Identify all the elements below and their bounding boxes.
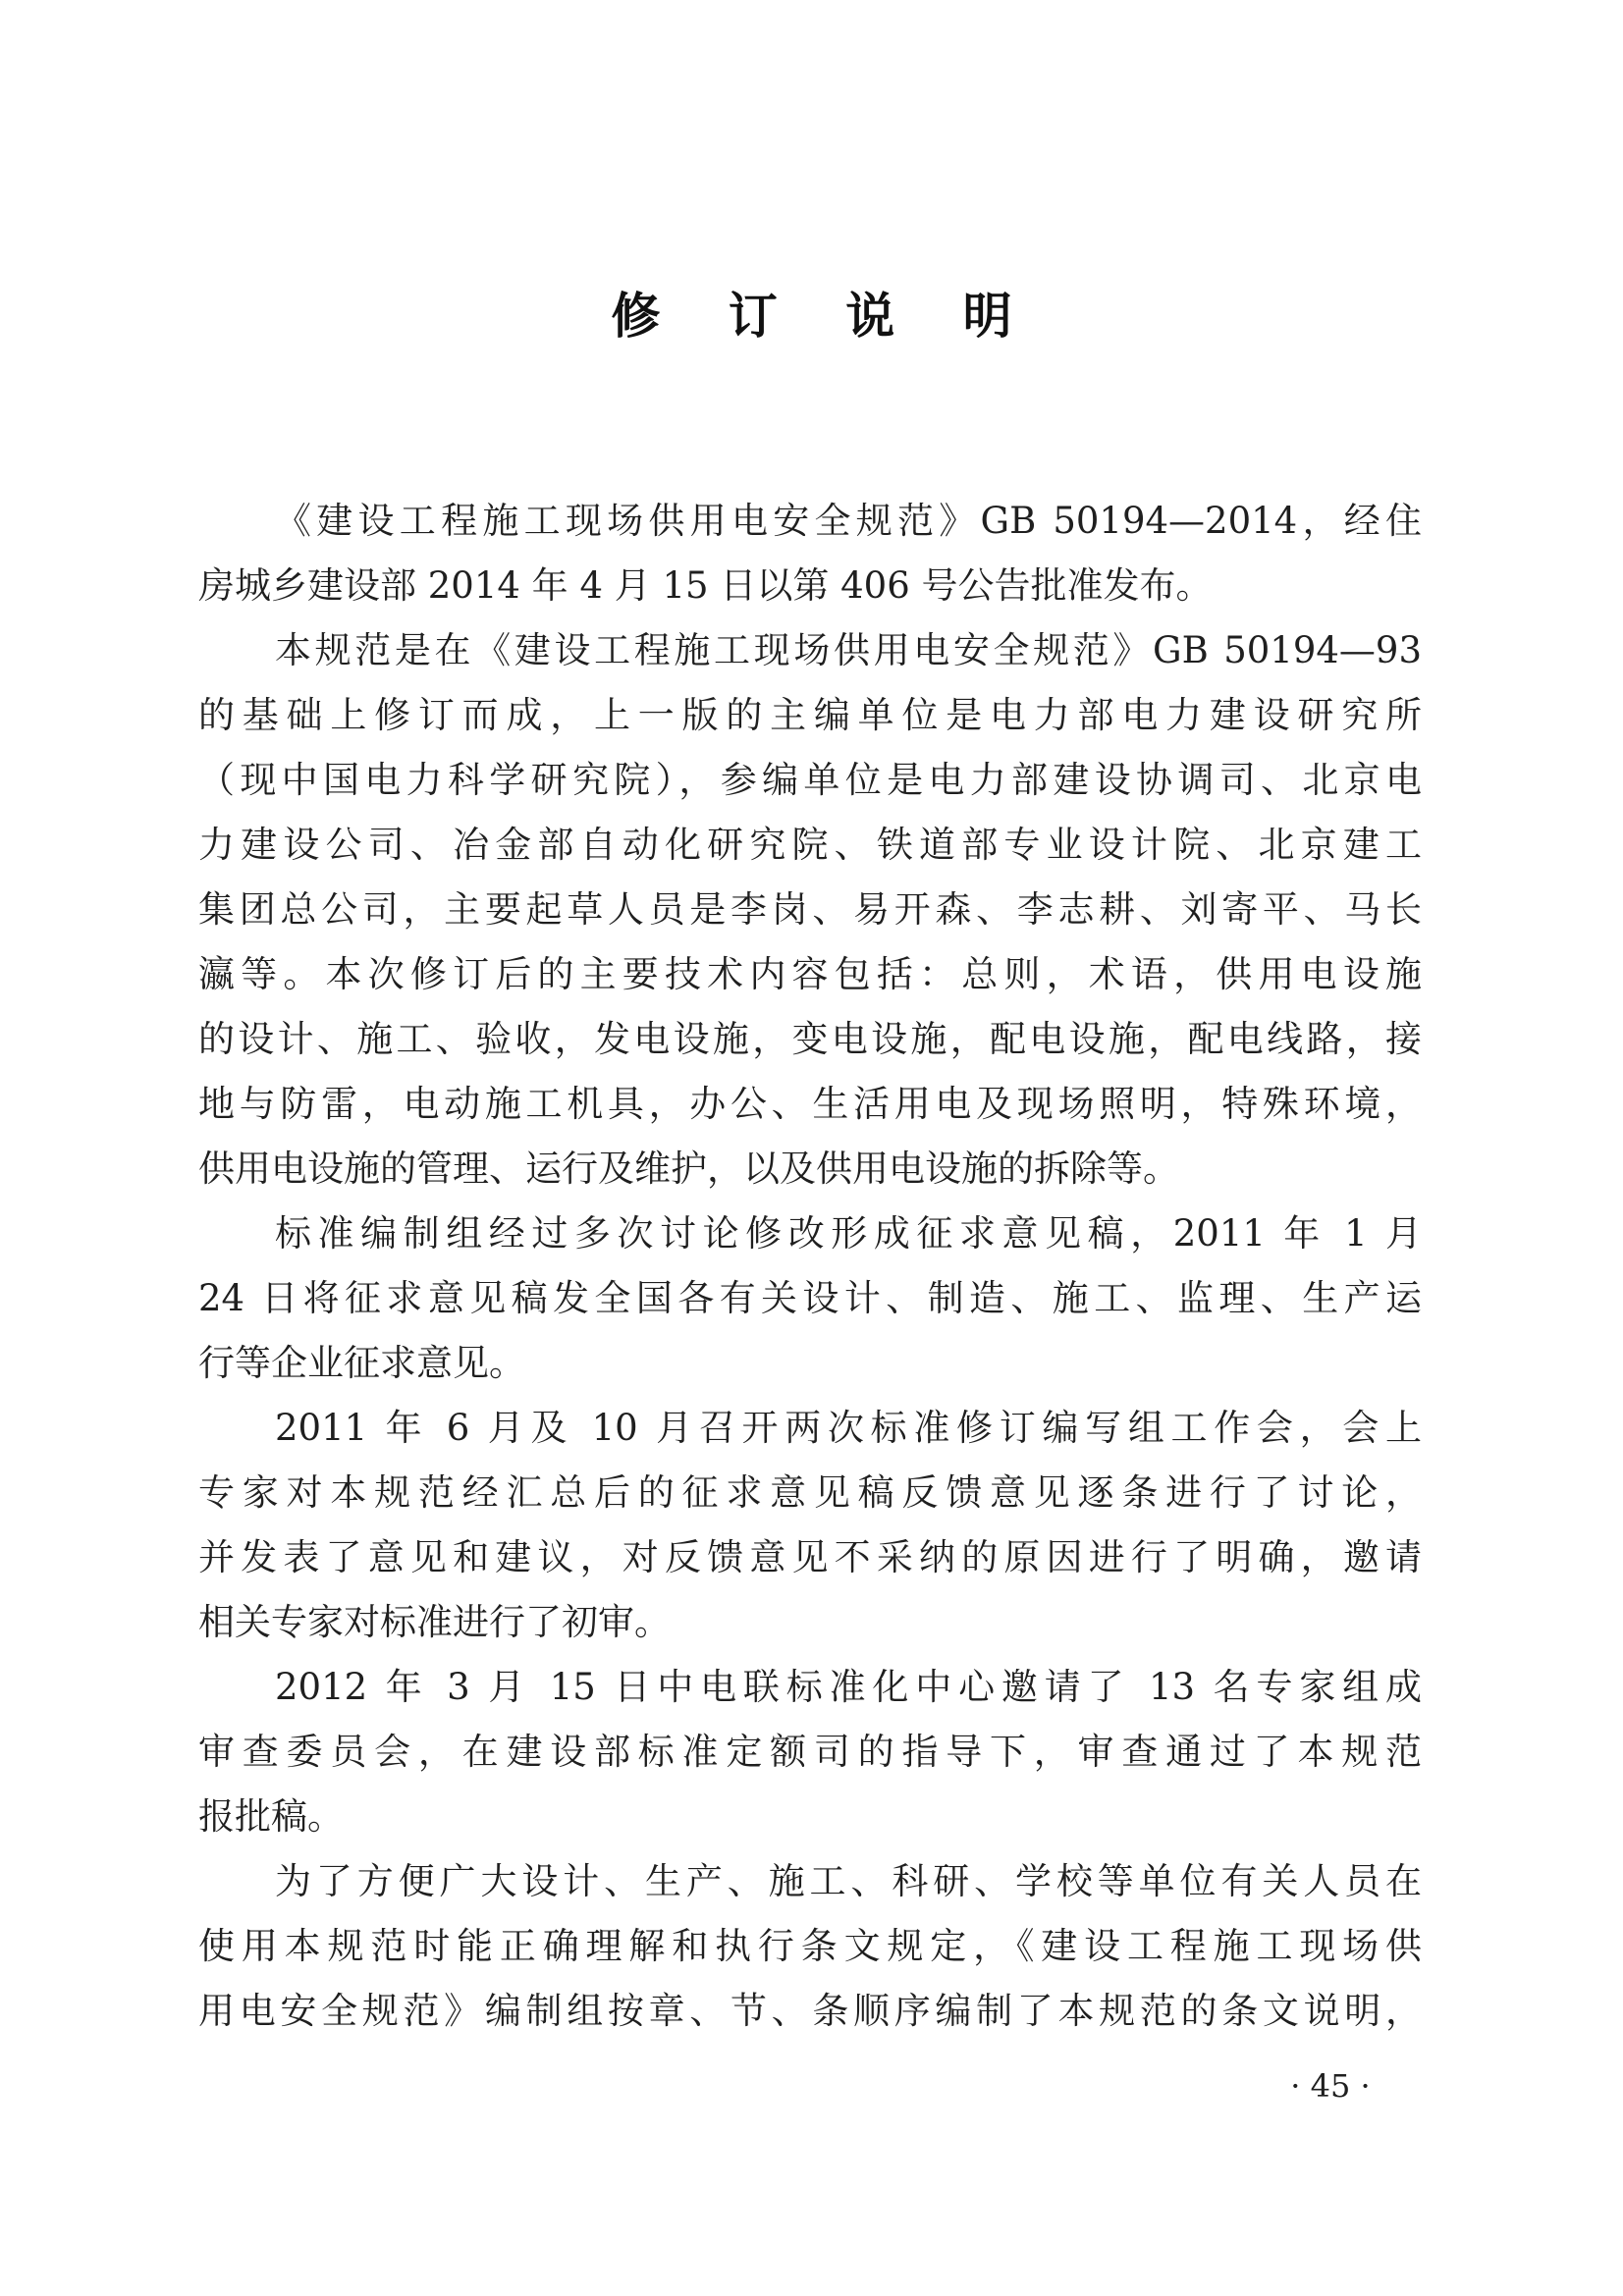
paragraph-2-line-3: （现中国电力科学研究院），参编单位是电力部建设协调司、北京电 bbox=[198, 759, 1422, 801]
paragraph-1-line-1: 《建设工程施工现场供用电安全规范》GB 50194—2014，经住 bbox=[275, 500, 1422, 542]
paragraph-2-line-1: 本规范是在《建设工程施工现场供用电安全规范》GB 50194—93 bbox=[275, 629, 1422, 671]
paragraph-4-line-2: 专家对本规范经汇总后的征求意见稿反馈意见逐条进行了讨论， bbox=[198, 1471, 1422, 1514]
paragraph-2-line-5: 集团总公司，主要起草人员是李岗、易开森、李志耕、刘寄平、马长 bbox=[198, 888, 1422, 931]
page-number: · 45 · bbox=[1290, 2067, 1371, 2105]
paragraph-2-line-7: 的设计、施工、验收，发电设施，变电设施，配电设施，配电线路，接 bbox=[198, 1018, 1422, 1060]
paragraph-4-line-3: 并发表了意见和建议，对反馈意见不采纳的原因进行了明确，邀请 bbox=[198, 1536, 1422, 1578]
page-title: 修 订 说 明 bbox=[611, 288, 1038, 345]
paragraph-2-line-8: 地与防雷，电动施工机具，办公、生活用电及现场照明，特殊环境， bbox=[198, 1083, 1422, 1125]
paragraph-5-line-2: 审查委员会，在建设部标准定额司的指导下，审查通过了本规范 bbox=[198, 1731, 1422, 1773]
paragraph-3-line-3: 行等企业征求意见。 bbox=[198, 1342, 525, 1384]
paragraph-3-line-2: 24 日将征求意见稿发全国各有关设计、制造、施工、监理、生产运 bbox=[198, 1277, 1422, 1319]
paragraph-4-line-4: 相关专家对标准进行了初审。 bbox=[198, 1601, 671, 1643]
paragraph-2-line-6: 瀛等。本次修订后的主要技术内容包括：总则，术语，供用电设施 bbox=[198, 953, 1422, 995]
paragraph-6-line-3: 用电安全规范》编制组按章、节、条顺序编制了本规范的条文说明， bbox=[198, 1990, 1422, 2032]
paragraph-1-line-2: 房城乡建设部 2014 年 4 月 15 日以第 406 号公告批准发布。 bbox=[198, 564, 1213, 607]
paragraph-6-line-2: 使用本规范时能正确理解和执行条文规定，《建设工程施工现场供 bbox=[198, 1925, 1422, 1967]
paragraph-3-line-1: 标准编制组经过多次讨论修改形成征求意见稿，2011 年 1 月 bbox=[275, 1212, 1422, 1255]
paragraph-2-line-2: 的基础上修订而成，上一版的主编单位是电力部电力建设研究所 bbox=[198, 694, 1422, 736]
body-text bbox=[198, 489, 1422, 2044]
paragraph-2-line-9: 供用电设施的管理、运行及维护，以及供用电设施的拆除等。 bbox=[198, 1148, 1179, 1190]
paragraph-6-line-1: 为了方便广大设计、生产、施工、科研、学校等单位有关人员在 bbox=[275, 1860, 1422, 1902]
paragraph-4-line-1: 2011 年 6 月及 10 月召开两次标准修订编写组工作会，会上 bbox=[275, 1407, 1422, 1449]
paragraph-5-line-1: 2012 年 3 月 15 日中电联标准化中心邀请了 13 名专家组成 bbox=[275, 1666, 1422, 1708]
paragraph-2-line-4: 力建设公司、冶金部自动化研究院、铁道部专业设计院、北京建工 bbox=[198, 824, 1422, 866]
paragraph-5-line-3: 报批稿。 bbox=[198, 1795, 344, 1838]
